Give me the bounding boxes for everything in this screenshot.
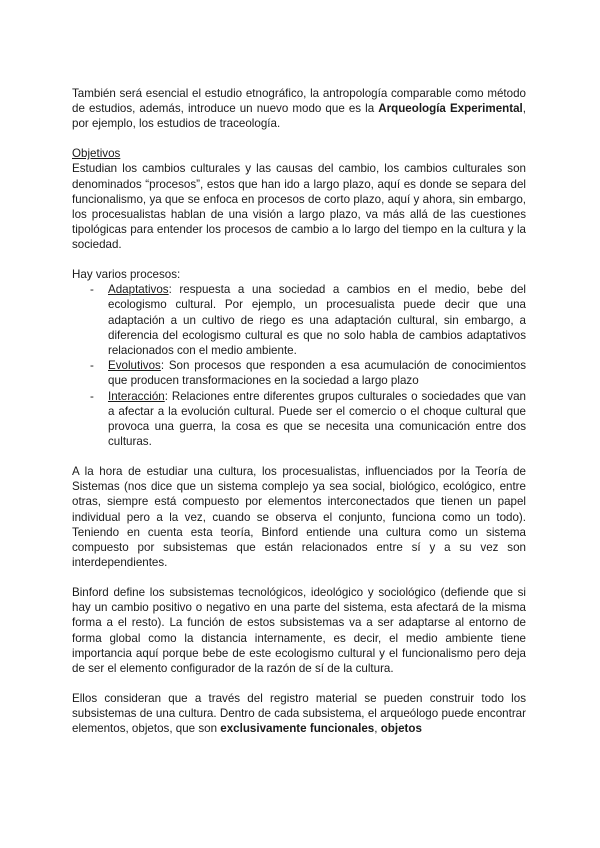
sistemas-paragraph: A la hora de estudiar una cultura, los procesualistas, influenciados por la Teoría de Sistemas (nos dice que un sistema complejo ya sea social, biológico, ecológico, entre otras, siempre está compuesto por elementos interconectados que tienen un papel individual pero a la vez, cuando se observa el conjunto, funciona como un todo). Teniendo en cuenta esta teoría, Binford entiende una cultura como un sistema compuesto por subsistemas que están relacionados entre sí y a su vez son interdependientes.	[72, 464, 526, 570]
objetivos-heading	[72, 146, 526, 161]
list-bullet: -	[90, 359, 94, 373]
intro-text-b: , por ejemplo, los estudios de traceología.	[72, 102, 526, 131]
final-text-a: Ellos consideran que a través del registro material se pueden construir todo los subsistemas de una cultura. Dentro de cada subsistema, el arqueólogo puede encontrar elementos, objetos, que son	[72, 691, 526, 736]
list-item-text: : Son procesos que responden a esa acumulación de conocimientos que producen transformaciones en la sociedad a largo plazo	[108, 359, 526, 388]
list-bullet: -	[90, 389, 94, 403]
list-item-term: Evolutivos	[108, 359, 161, 373]
list-bullet: -	[90, 283, 94, 297]
list-item-text: : respuesta a una sociedad a cambios en el medio, bebe del ecologismo cultural. Por ejemplo, un procesualista puede decir que una adaptación a un cultivo de riego es una adaptación cultural, sin embargo, a diferencia del ecologismo cultural es que no solo habla de cambios adaptativos relacionados con el medio ambiente.	[108, 283, 526, 358]
list-item-term: Interacción	[108, 389, 165, 403]
intro-bold-term: Arqueología Experimental	[378, 102, 523, 116]
list-item	[90, 282, 526, 358]
final-bold-a: exclusivamente funcionales	[220, 722, 375, 736]
objetivos-heading-text: Objetivos	[72, 147, 121, 161]
binford-paragraph: Binford define los subsistemas tecnológicos, ideológico y sociológico (defiende que si hay un cambio positivo o negativo en una parte del sistema, esta afectará de la misma forma a el resto). La función de estos subsistemas va a ser adaptarse al entorno de forma global como la distancia internamente, es decir, el medio ambiente tiene importancia aquí porque bebe de este ecologismo cultural y el funcionalismo pero deja de ser el elemento configurador de la razón de sí de la cultura.	[72, 585, 526, 675]
list-item-term: Adaptativos	[108, 283, 169, 297]
procesos-intro: Hay varios procesos:	[72, 268, 181, 282]
list-item	[90, 389, 526, 450]
intro-text-a: También será esencial el estudio etnográfico, la antropología comparable como método de estudios, además, introduce un nuevo modo que es la	[72, 87, 526, 116]
final-paragraph	[72, 691, 526, 737]
intro-paragraph	[72, 86, 526, 132]
list-item-text: : Relaciones entre diferentes grupos culturales o sociedades que van a afectar a la evolución cultural. Puede ser el comercio o el choque cultural que provoca una guerra, la cosa es que se necesita una comunicación entre dos culturas.	[108, 389, 526, 449]
list-item	[90, 358, 526, 388]
final-separator: ,	[374, 722, 381, 736]
objetivos-paragraph: Estudian los cambios culturales y las causas del cambio, los cambios culturales son denominados “procesos”, estos que han ido a largo plazo, aquí es donde se separa del funcionalismo, ya que se enfoca en procesos de corto plazo, aquí y ahora, sin embargo, los procesualistas hablan de una visión a largo plazo, va más allá de las cuestiones tipológicas para entender los procesos de cambio a lo largo del tiempo en la cultura y la sociedad.	[72, 162, 526, 252]
document-page	[72, 86, 526, 736]
final-bold-b: objetos	[380, 722, 422, 736]
procesos-list	[72, 282, 526, 449]
